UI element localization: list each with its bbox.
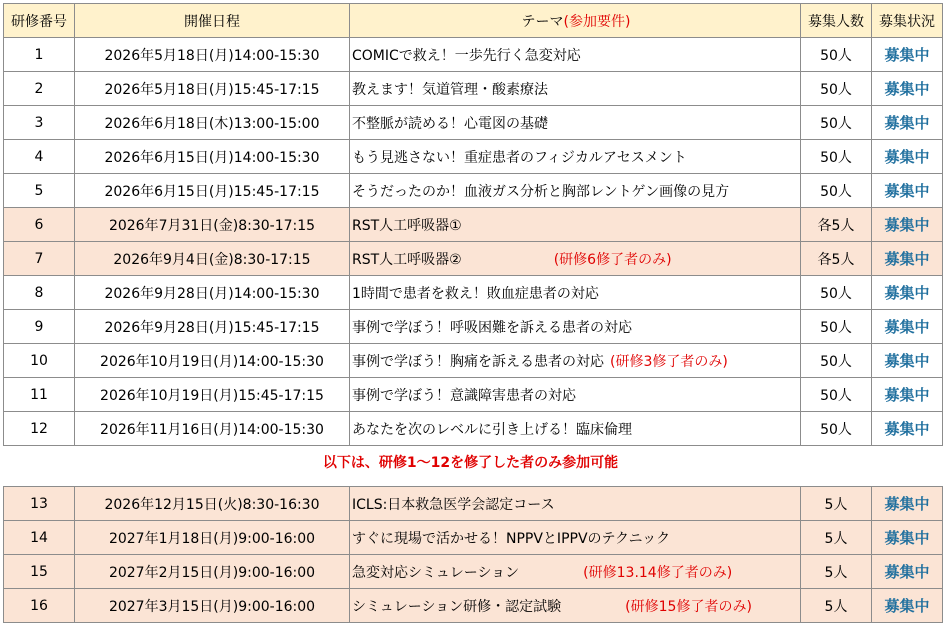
- cell-no: 10: [4, 344, 75, 378]
- cell-status: 募集中: [872, 555, 943, 589]
- header-date: 開催日程: [75, 4, 350, 38]
- cell-date: 2026年6月15日(月)14:00-15:30: [75, 140, 350, 174]
- theme-text: そうだったのか！血液ガス分析と胸部レントゲン画像の見方: [352, 183, 730, 200]
- table-row: [4, 487, 943, 521]
- cell-no: 14: [4, 521, 75, 555]
- cell-no: 4: [4, 140, 75, 174]
- cell-no: 15: [4, 555, 75, 589]
- cell-capacity: 5人: [801, 521, 872, 555]
- cell-capacity: 50人: [801, 140, 872, 174]
- header-status: 募集状況: [872, 4, 943, 38]
- table-row: [4, 412, 943, 446]
- table-row: [4, 174, 943, 208]
- cell-date: 2026年5月18日(月)14:00-15:30: [75, 38, 350, 72]
- cell-status: 募集中: [872, 38, 943, 72]
- theme-text: シミュレーション研修・認定試験: [352, 598, 562, 615]
- training-schedule-table: [3, 3, 943, 446]
- restriction-notice: 以下は、研修1～12を修了した者のみ参加可能: [322, 455, 619, 471]
- table-row: [4, 344, 943, 378]
- cell-status: 募集中: [872, 140, 943, 174]
- theme-text: 事例で学ぼう！胸痛を訴える患者の対応: [352, 353, 604, 370]
- cell-date: 2026年12月15日(火)8:30-16:30: [75, 487, 350, 521]
- cell-date: 2026年7月31日(金)8:30-17:15: [75, 208, 350, 242]
- cell-date: 2026年9月4日(金)8:30-17:15: [75, 242, 350, 276]
- cell-theme: [350, 208, 801, 242]
- cell-date: 2026年9月28日(月)15:45-17:15: [75, 310, 350, 344]
- theme-text: 事例で学ぼう！呼吸困難を訴える患者の対応: [352, 319, 632, 336]
- cell-date: 2026年9月28日(月)14:00-15:30: [75, 276, 350, 310]
- cell-theme: [350, 412, 801, 446]
- table-row: [4, 38, 943, 72]
- cell-status: 募集中: [872, 276, 943, 310]
- table-row: [4, 521, 943, 555]
- header-theme: [350, 4, 801, 38]
- cell-theme: [350, 38, 801, 72]
- cell-capacity: 各5人: [801, 242, 872, 276]
- cell-no: 16: [4, 589, 75, 623]
- cell-no: 12: [4, 412, 75, 446]
- cell-no: 6: [4, 208, 75, 242]
- theme-text: 教えます！気道管理・酸素療法: [352, 81, 548, 98]
- cell-status: 募集中: [872, 521, 943, 555]
- table-row: [4, 140, 943, 174]
- cell-no: 8: [4, 276, 75, 310]
- cell-no: 5: [4, 174, 75, 208]
- cell-theme: [350, 72, 801, 106]
- cell-no: 3: [4, 106, 75, 140]
- table-row: [4, 72, 943, 106]
- cell-status: 募集中: [872, 412, 943, 446]
- theme-text: COMICで救え！一歩先行く急変対応: [352, 47, 581, 64]
- cell-status: 募集中: [872, 242, 943, 276]
- cell-theme: [350, 555, 801, 589]
- table-header-row: [4, 4, 943, 38]
- cell-theme: [350, 378, 801, 412]
- cell-no: 11: [4, 378, 75, 412]
- cell-capacity: 50人: [801, 344, 872, 378]
- cell-status: 募集中: [872, 589, 943, 623]
- cell-status: 募集中: [872, 72, 943, 106]
- cell-capacity: 50人: [801, 72, 872, 106]
- cell-date: 2026年11月16日(月)14:00-15:30: [75, 412, 350, 446]
- cell-capacity: 50人: [801, 174, 872, 208]
- cell-theme: [350, 106, 801, 140]
- requirement-note: (研修15修了者のみ): [625, 598, 752, 615]
- cell-theme: [350, 242, 801, 276]
- header-theme-main: テーマ: [521, 13, 564, 30]
- cell-no: 9: [4, 310, 75, 344]
- table-row: [4, 276, 943, 310]
- theme-text: RST人工呼吸器②: [352, 251, 462, 268]
- header-theme-note: (参加要件): [563, 13, 631, 30]
- cell-date: 2027年1月18日(月)9:00-16:00: [75, 521, 350, 555]
- theme-text: 急変対応シミュレーション: [352, 564, 520, 581]
- cell-date: 2026年6月15日(月)15:45-17:15: [75, 174, 350, 208]
- requirement-note: (研修3修了者のみ): [610, 353, 728, 370]
- cell-no: 1: [4, 38, 75, 72]
- cell-date: 2026年10月19日(月)15:45-17:15: [75, 378, 350, 412]
- table-row: [4, 106, 943, 140]
- cell-status: 募集中: [872, 487, 943, 521]
- cell-status: 募集中: [872, 310, 943, 344]
- header-no: 研修番号: [4, 4, 75, 38]
- cell-capacity: 50人: [801, 38, 872, 72]
- table-row: [4, 310, 943, 344]
- cell-date: 2026年6月18日(木)13:00-15:00: [75, 106, 350, 140]
- cell-theme: [350, 344, 801, 378]
- cell-no: 7: [4, 242, 75, 276]
- cell-status: 募集中: [872, 378, 943, 412]
- table-row: [4, 555, 943, 589]
- table-row: [4, 589, 943, 623]
- cell-date: 2026年10月19日(月)14:00-15:30: [75, 344, 350, 378]
- cell-capacity: 5人: [801, 589, 872, 623]
- theme-text: あなたを次のレベルに引き上げる！臨床倫理: [352, 421, 632, 438]
- cell-capacity: 50人: [801, 276, 872, 310]
- cell-status: 募集中: [872, 208, 943, 242]
- cell-theme: [350, 487, 801, 521]
- cell-theme: [350, 310, 801, 344]
- table-row: [4, 242, 943, 276]
- cell-capacity: 50人: [801, 412, 872, 446]
- cell-capacity: 5人: [801, 555, 872, 589]
- cell-theme: [350, 140, 801, 174]
- requirement-note: (研修6修了者のみ): [553, 251, 672, 268]
- cell-capacity: 50人: [801, 378, 872, 412]
- cell-capacity: 50人: [801, 310, 872, 344]
- cell-theme: [350, 174, 801, 208]
- theme-text: ICLS:日本救急医学会認定コース: [352, 496, 555, 513]
- theme-text: すぐに現場で活かせる！NPPVとIPPVのテクニック: [352, 530, 671, 547]
- cell-status: 募集中: [872, 106, 943, 140]
- theme-text: RST人工呼吸器①: [352, 217, 462, 234]
- cell-theme: [350, 521, 801, 555]
- header-capacity: 募集人数: [801, 4, 872, 38]
- table-row: [4, 378, 943, 412]
- cell-theme: [350, 276, 801, 310]
- cell-date: 2027年2月15日(月)9:00-16:00: [75, 555, 350, 589]
- cell-no: 2: [4, 72, 75, 106]
- cell-date: 2027年3月15日(月)9:00-16:00: [75, 589, 350, 623]
- cell-capacity: 5人: [801, 487, 872, 521]
- cell-no: 13: [4, 487, 75, 521]
- cell-status: 募集中: [872, 344, 943, 378]
- theme-text: もう見逃さない！重症患者のフィジカルアセスメント: [352, 149, 687, 166]
- advanced-training-table: [3, 486, 943, 623]
- cell-date: 2026年5月18日(月)15:45-17:15: [75, 72, 350, 106]
- theme-text: 不整脈が読める！心電図の基礎: [352, 115, 548, 132]
- theme-text: 事例で学ぼう！意識障害患者の対応: [352, 387, 576, 404]
- cell-status: 募集中: [872, 174, 943, 208]
- cell-capacity: 50人: [801, 106, 872, 140]
- theme-text: 1時間で患者を救え！敗血症患者の対応: [352, 285, 599, 302]
- cell-theme: [350, 589, 801, 623]
- cell-capacity: 各5人: [801, 208, 872, 242]
- requirement-note: (研修13.14修了者のみ): [583, 564, 733, 581]
- table-row: [4, 208, 943, 242]
